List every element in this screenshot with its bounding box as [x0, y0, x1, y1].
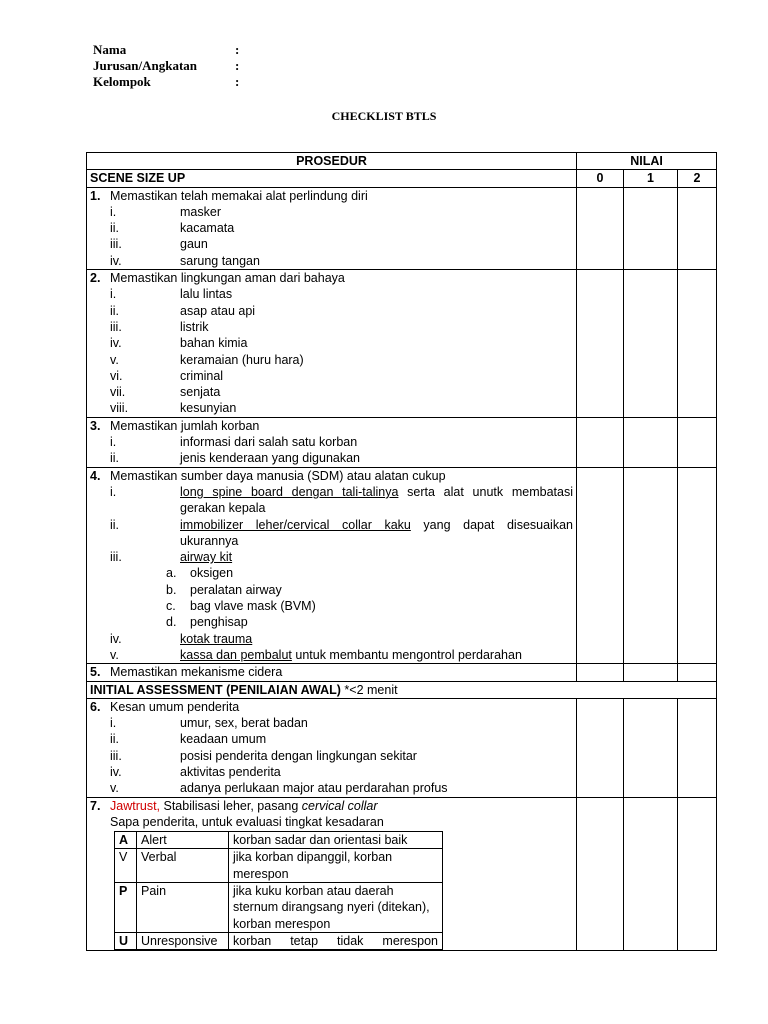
table-row — [87, 664, 717, 681]
score-cell[interactable] — [678, 187, 717, 269]
score-cell[interactable] — [624, 270, 678, 418]
table-row — [87, 698, 717, 797]
table-row — [87, 270, 717, 418]
avpu-table — [114, 831, 443, 950]
score-cell[interactable] — [577, 698, 624, 797]
score-cell[interactable] — [577, 270, 624, 418]
procedure-cell: 5. Memastikan mekanisme cidera — [87, 664, 577, 681]
avpu-row: U Unresponsive korban tetap tidak merespon — [115, 932, 443, 949]
score-cell[interactable] — [678, 270, 717, 418]
section-title: SCENE SIZE UP — [87, 170, 577, 187]
score-cell[interactable] — [624, 797, 678, 951]
procedure-cell: 4. Memastikan sumber daya manusia (SDM) atau alatan cukup i. long spine board dengan tali-talinya serta alat unutk membatasi gerakan kepala ii. immobilizer leher/cervical collar kaku yang dapat disesuaikan ukurannya iii. airway kit a. oksigen b. peralatan airway c. bag vlave mask (BVM) d. penghisap iv. kotak trauma v. kassa dan pembalut untuk membantu mengontrol perdarahan — [87, 467, 577, 664]
score-cell[interactable] — [678, 797, 717, 951]
procedure-cell: 1. Memastikan telah memakai alat perlindung diri i. masker ii. kacamata iii. gaun iv. sarung tangan — [87, 187, 577, 269]
table-row — [87, 467, 717, 664]
table-row — [87, 187, 717, 269]
score-cell[interactable] — [577, 417, 624, 467]
procedure-cell: 3. Memastikan jumlah korban i. informasi dari salah satu korban ii. jenis kenderaan yang digunakan — [87, 417, 577, 467]
checklist-table — [86, 152, 717, 951]
document-title: CHECKLIST BTLS — [331, 109, 437, 123]
prosedur-header: PROSEDUR — [87, 153, 577, 170]
score-1: 1 — [624, 170, 678, 187]
procedure-cell: 6. Kesan umum penderita i. umur, sex, berat badan ii. keadaan umum iii. posisi penderita dengan lingkungan sekitar iv. aktivitas penderita v. adanya perlukaan major atau perdarahan profus — [87, 698, 577, 797]
score-cell[interactable] — [624, 698, 678, 797]
score-cell[interactable] — [678, 664, 717, 681]
score-cell[interactable] — [624, 417, 678, 467]
field-label: Nama — [93, 42, 127, 57]
section-title: INITIAL ASSESSMENT (PENILAIAN AWAL) *<2 menit — [87, 681, 717, 698]
score-cell[interactable] — [577, 664, 624, 681]
nilai-header: NILAI — [577, 153, 717, 170]
section-row-scene-size-up — [87, 170, 717, 187]
field-kelompok: Kelompok : — [93, 74, 240, 89]
score-cell[interactable] — [678, 698, 717, 797]
score-cell[interactable] — [577, 797, 624, 951]
avpu-row: P Pain jika kuku korban atau daerah sternum dirangsang nyeri (ditekan), korban merespon — [115, 883, 443, 933]
score-cell[interactable] — [577, 187, 624, 269]
score-cell[interactable] — [678, 467, 717, 664]
avpu-row: V Verbal jika korban dipanggil, korban merespon — [115, 849, 443, 883]
score-2: 2 — [678, 170, 717, 187]
score-cell[interactable] — [624, 187, 678, 269]
field-jurusan-angkatan: Jurusan/Angkatan : — [93, 58, 240, 73]
field-label: Kelompok — [93, 74, 151, 89]
table-row — [87, 797, 717, 951]
procedure-cell: 2. Memastikan lingkungan aman dari bahaya i. lalu lintas ii. asap atau api iii. listrik iv. bahan kimia v. keramaian (huru hara) vi. criminal vii. senjata viii. kesunyian — [87, 270, 577, 418]
avpu-row: A Alert korban sadar dan orientasi baik — [115, 832, 443, 849]
field-label: Jurusan/Angkatan — [93, 58, 198, 73]
procedure-cell: 7. Jawtrust, Stabilisasi leher, pasang cervical collar Sapa penderita, untuk evaluasi tingkat kesadaran A Alert korban sadar dan orientasi baik V Verbal jika korban dipanggil, korban merespon P Pain jika kuku korban atau daerah sternum dirangsang nyeri (ditekan), korban merespon U Unresponsive korban tetap tidak merespon — [87, 797, 577, 951]
score-0: 0 — [577, 170, 624, 187]
score-cell[interactable] — [678, 417, 717, 467]
field-nama: Nama : — [93, 42, 240, 57]
score-cell[interactable] — [624, 664, 678, 681]
score-cell[interactable] — [624, 467, 678, 664]
table-row — [87, 417, 717, 467]
table-header-row — [87, 153, 717, 170]
score-cell[interactable] — [577, 467, 624, 664]
section-row-initial-assessment — [87, 681, 717, 698]
